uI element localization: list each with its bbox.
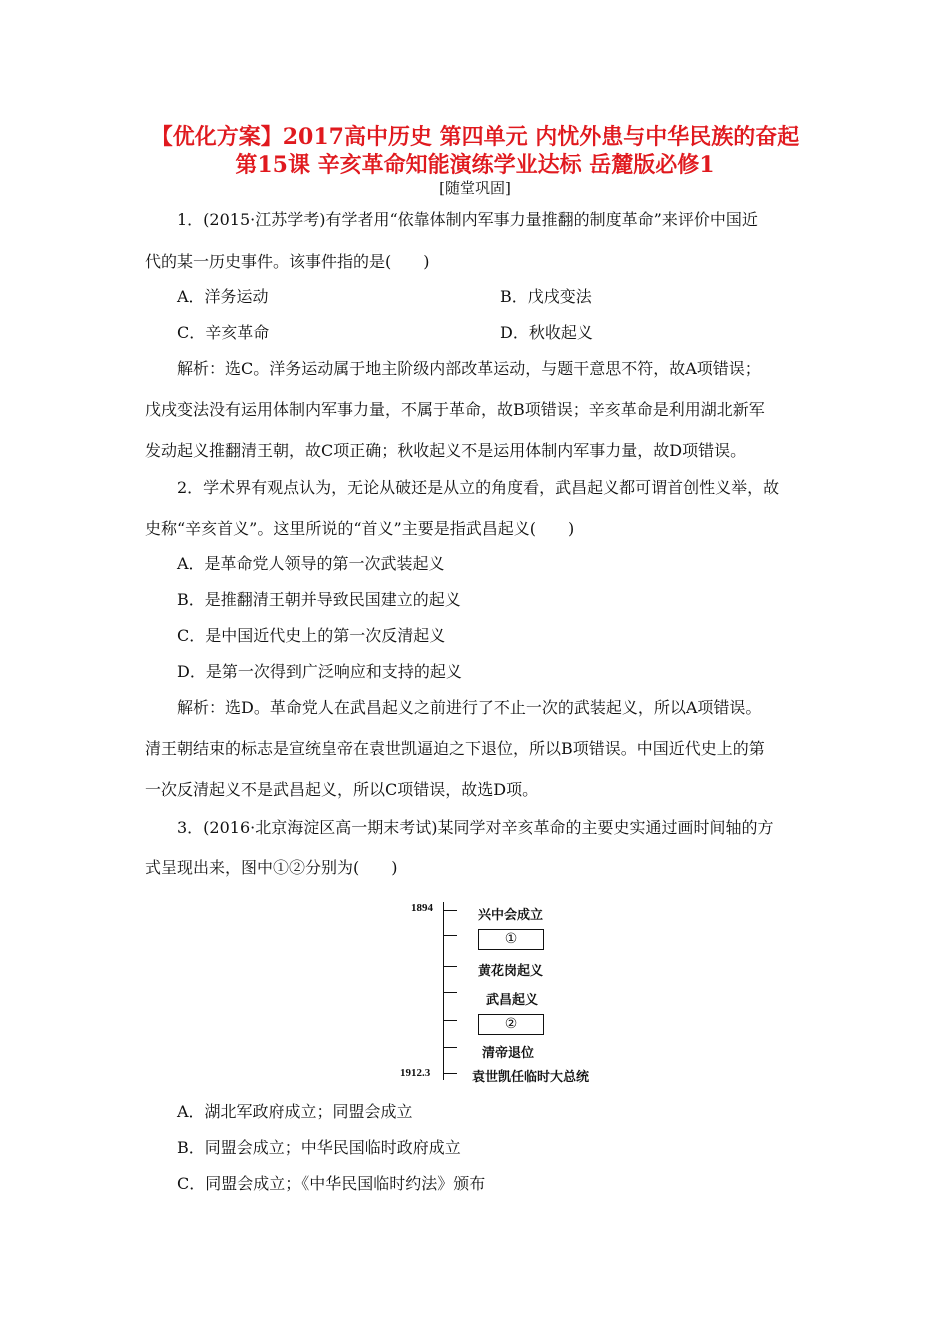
document-title-line1: 【优化方案】2017高中历史 第四单元 内忧外患与中华民族的奋起 bbox=[150, 124, 800, 150]
q2-option-d: D．是第一次得到广泛响应和支持的起义 bbox=[177, 662, 462, 681]
timeline-blank-box-2: ② bbox=[478, 1014, 544, 1035]
q1-option-a: A．洋务运动 bbox=[177, 287, 269, 306]
timeline-tick bbox=[443, 910, 457, 911]
timeline-figure bbox=[400, 890, 630, 1090]
document-title-line2: 第15课 辛亥革命知能演练学业达标 岳麓版必修1 bbox=[235, 152, 715, 178]
q2-option-c: C．是中国近代史上的第一次反清起义 bbox=[177, 626, 446, 645]
q1-analysis-line1: 解析：选C。洋务运动属于地主阶级内部改革运动，与题干意思不符，故A项错误； bbox=[177, 359, 761, 378]
timeline-event-label: 清帝退位 bbox=[482, 1046, 535, 1061]
q1-option-b: B．戊戌变法 bbox=[500, 287, 592, 306]
timeline-blank-box-1: ① bbox=[478, 929, 544, 950]
q1-analysis-line3: 发动起义推翻清王朝，故C项正确；秋收起义不是运用体制内军事力量，故D项错误。 bbox=[145, 441, 747, 460]
q2-analysis-line2: 清王朝结束的标志是宣统皇帝在袁世凯逼迫之下退位，所以B项错误。中国近代史上的第 bbox=[145, 739, 765, 758]
section-heading: [随堂巩固] bbox=[439, 179, 511, 197]
timeline-tick bbox=[443, 1073, 457, 1074]
timeline-tick bbox=[443, 992, 457, 993]
q2-option-b: B．是推翻清王朝并导致民国建立的起义 bbox=[177, 590, 461, 609]
q2-option-a: A．是革命党人领导的第一次武装起义 bbox=[177, 554, 445, 573]
timeline-event-label: 武昌起义 bbox=[486, 993, 539, 1008]
timeline-event-label: 黄花岗起义 bbox=[478, 964, 544, 979]
timeline-event-label: 兴中会成立 bbox=[478, 908, 544, 923]
timeline-tick bbox=[443, 1020, 457, 1021]
q2-analysis-line1: 解析：选D。革命党人在武昌起义之前进行了不止一次的武装起义，所以A项错误。 bbox=[177, 698, 762, 717]
q1-stem-line1: 1．(2015·江苏学考)有学者用“依靠体制内军事力量推翻的制度革命”来评价中国近 bbox=[177, 210, 758, 229]
timeline-tick bbox=[443, 935, 457, 936]
timeline-end-year: 1912.3 bbox=[400, 1067, 431, 1079]
q1-option-c: C．辛亥革命 bbox=[177, 323, 270, 342]
q3-option-b: B．同盟会成立；中华民国临时政府成立 bbox=[177, 1138, 461, 1157]
timeline-event-label: 袁世凯任临时大总统 bbox=[472, 1070, 590, 1085]
q3-stem-line2: 式呈现出来，图中①②分别为( ) bbox=[145, 858, 398, 877]
q2-stem-line2: 史称“辛亥首义”。这里所说的“首义”主要是指武昌起义( ) bbox=[145, 519, 575, 538]
q1-option-d: D．秋收起义 bbox=[500, 323, 593, 342]
q1-stem-line2: 代的某一历史事件。该事件指的是( ) bbox=[145, 252, 430, 271]
q1-analysis-line2: 戊戌变法没有运用体制内军事力量，不属于革命，故B项错误；辛亥革命是利用湖北新军 bbox=[145, 400, 765, 419]
q3-stem-line1: 3．(2016·北京海淀区高一期末考试)某同学对辛亥革命的主要史实通过画时间轴的方 bbox=[177, 818, 774, 837]
timeline-tick bbox=[443, 966, 457, 967]
timeline-axis bbox=[443, 902, 444, 1080]
q3-option-c: C．同盟会成立；《中华民国临时约法》颁布 bbox=[177, 1174, 486, 1193]
timeline-tick bbox=[443, 1047, 457, 1048]
q2-analysis-line3: 一次反清起义不是武昌起义，所以C项错误，故选D项。 bbox=[145, 780, 539, 799]
q3-option-a: A．湖北军政府成立；同盟会成立 bbox=[177, 1102, 413, 1121]
q2-stem-line1: 2．学术界有观点认为，无论从破还是从立的角度看，武昌起义都可谓首创性义举，故 bbox=[177, 478, 780, 497]
timeline-start-year: 1894 bbox=[411, 902, 433, 914]
